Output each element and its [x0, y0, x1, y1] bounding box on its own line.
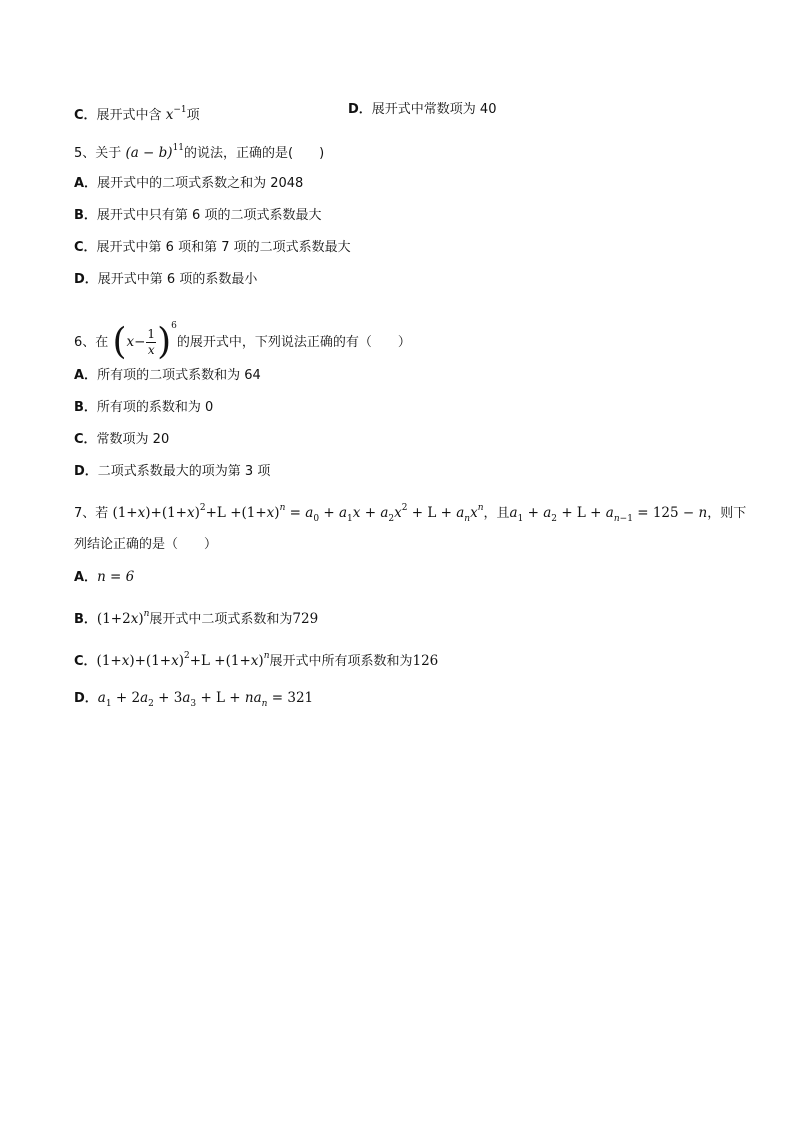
- math-var: x: [126, 334, 135, 350]
- option-label: D．: [74, 464, 98, 479]
- option-label: C．: [74, 240, 97, 255]
- option-text: 展开式中第 6 项和第 7 项的二项式系数最大: [96, 240, 351, 255]
- math-expr: (a − b): [125, 145, 173, 161]
- math-expr: $a_1 + 2a_2 + 3a_3 + L + na_n$ =: [97, 690, 288, 709]
- option-text: 项: [186, 108, 200, 123]
- stem-text: 的说法，正确的是( ): [184, 146, 325, 161]
- option-text: 所有项的二项式系数和为 64: [97, 368, 261, 383]
- math-exponent: −1: [173, 105, 187, 115]
- math-sum-expression: $(1+x)+(1+x)^2+L +(1+x)^n = a_0 + a_1x + a_2x^2 + L + a_nx^n$: [112, 503, 484, 524]
- stem-text: 若: [95, 506, 109, 521]
- q5-option-c: [74, 238, 351, 258]
- option-label: A．: [74, 368, 98, 383]
- q6-stem: 6、在 (x− $\frac{1}{x}$ )$^6$的展开式中，下列说法正确的有（ ）: [74, 321, 411, 363]
- option-text: 展开式中常数项为 40: [371, 102, 497, 117]
- math-minus: −: [134, 334, 146, 350]
- q6-option-c: [74, 430, 169, 450]
- stem-text: ，且: [483, 506, 510, 521]
- option-label: D．: [348, 102, 372, 117]
- math-expr: n = 6: [97, 569, 135, 585]
- fraction-numerator: 1: [147, 327, 156, 341]
- option-label: A．: [74, 570, 98, 585]
- q6-option-d: [74, 462, 270, 482]
- option-label: B．: [74, 208, 97, 223]
- q7-option-d: [74, 688, 313, 714]
- option-text: 所有项的系数和为 0: [96, 400, 214, 415]
- option-text: 展开式中含: [96, 108, 162, 123]
- option-label: C．: [74, 654, 97, 669]
- math-expr: $(1+x)+(1+x)^2+L +(1+x)^n$: [96, 651, 270, 669]
- q7-option-c: [74, 646, 438, 672]
- math-condition: $a_1 + a_2 + L + a_{n-1} = 125 - n$: [509, 505, 708, 524]
- stem-text: ，则下: [707, 506, 747, 521]
- q5-stem: [74, 138, 324, 164]
- math-var: x: [165, 107, 174, 123]
- stem-text: 在: [95, 335, 109, 350]
- option-label: C．: [74, 108, 97, 123]
- option-text: 常数项为 20: [96, 432, 170, 447]
- math-exponent: 6: [171, 321, 177, 331]
- option-label: A．: [74, 176, 98, 191]
- option-text: 展开式中只有第 6 项的二项式系数最大: [96, 208, 322, 223]
- q6-option-b: [74, 398, 213, 418]
- option-label: D．: [74, 272, 98, 287]
- option-label: C．: [74, 432, 97, 447]
- option-label: B．: [74, 612, 97, 627]
- stem-text: 列结论正确的是（ ）: [74, 537, 218, 552]
- option-text: 二项式系数最大的项为第 3 项: [97, 464, 271, 479]
- option-label: D．: [74, 691, 98, 706]
- q5-option-b: [74, 206, 321, 226]
- q7-stem-line1: [74, 498, 746, 529]
- math-exponent: 11: [172, 143, 185, 153]
- question-number: 6、: [74, 335, 96, 350]
- math-expr: $(1+2x)^n$: [96, 609, 150, 627]
- option-text: 展开式中二项式系数和为: [149, 612, 293, 627]
- option-text: 展开式中的二项式系数之和为 2048: [97, 176, 304, 191]
- question-number: 7、: [74, 506, 96, 521]
- q7-option-a: [74, 567, 134, 588]
- option-text: 展开式中第 6 项的系数最小: [97, 272, 258, 287]
- q5-option-d: [74, 270, 257, 290]
- stem-text: 关于: [95, 146, 122, 161]
- q5-option-a: [74, 174, 303, 194]
- q4-option-d: [348, 100, 496, 120]
- q4-option-c: [74, 100, 200, 126]
- option-label: B．: [74, 400, 97, 415]
- option-value: 126: [412, 653, 439, 669]
- option-value: 321: [287, 690, 314, 706]
- option-text: 展开式中所有项系数和为: [269, 654, 413, 669]
- q7-option-b: [74, 604, 318, 630]
- q6-option-a: [74, 366, 261, 386]
- q7-stem-line2: [74, 535, 217, 555]
- fraction-denominator: x: [147, 343, 155, 357]
- stem-text: 的展开式中，下列说法正确的有（ ）: [176, 335, 411, 350]
- math-fraction: [146, 327, 156, 358]
- option-value: 729: [292, 611, 319, 627]
- question-number: 5、: [74, 146, 96, 161]
